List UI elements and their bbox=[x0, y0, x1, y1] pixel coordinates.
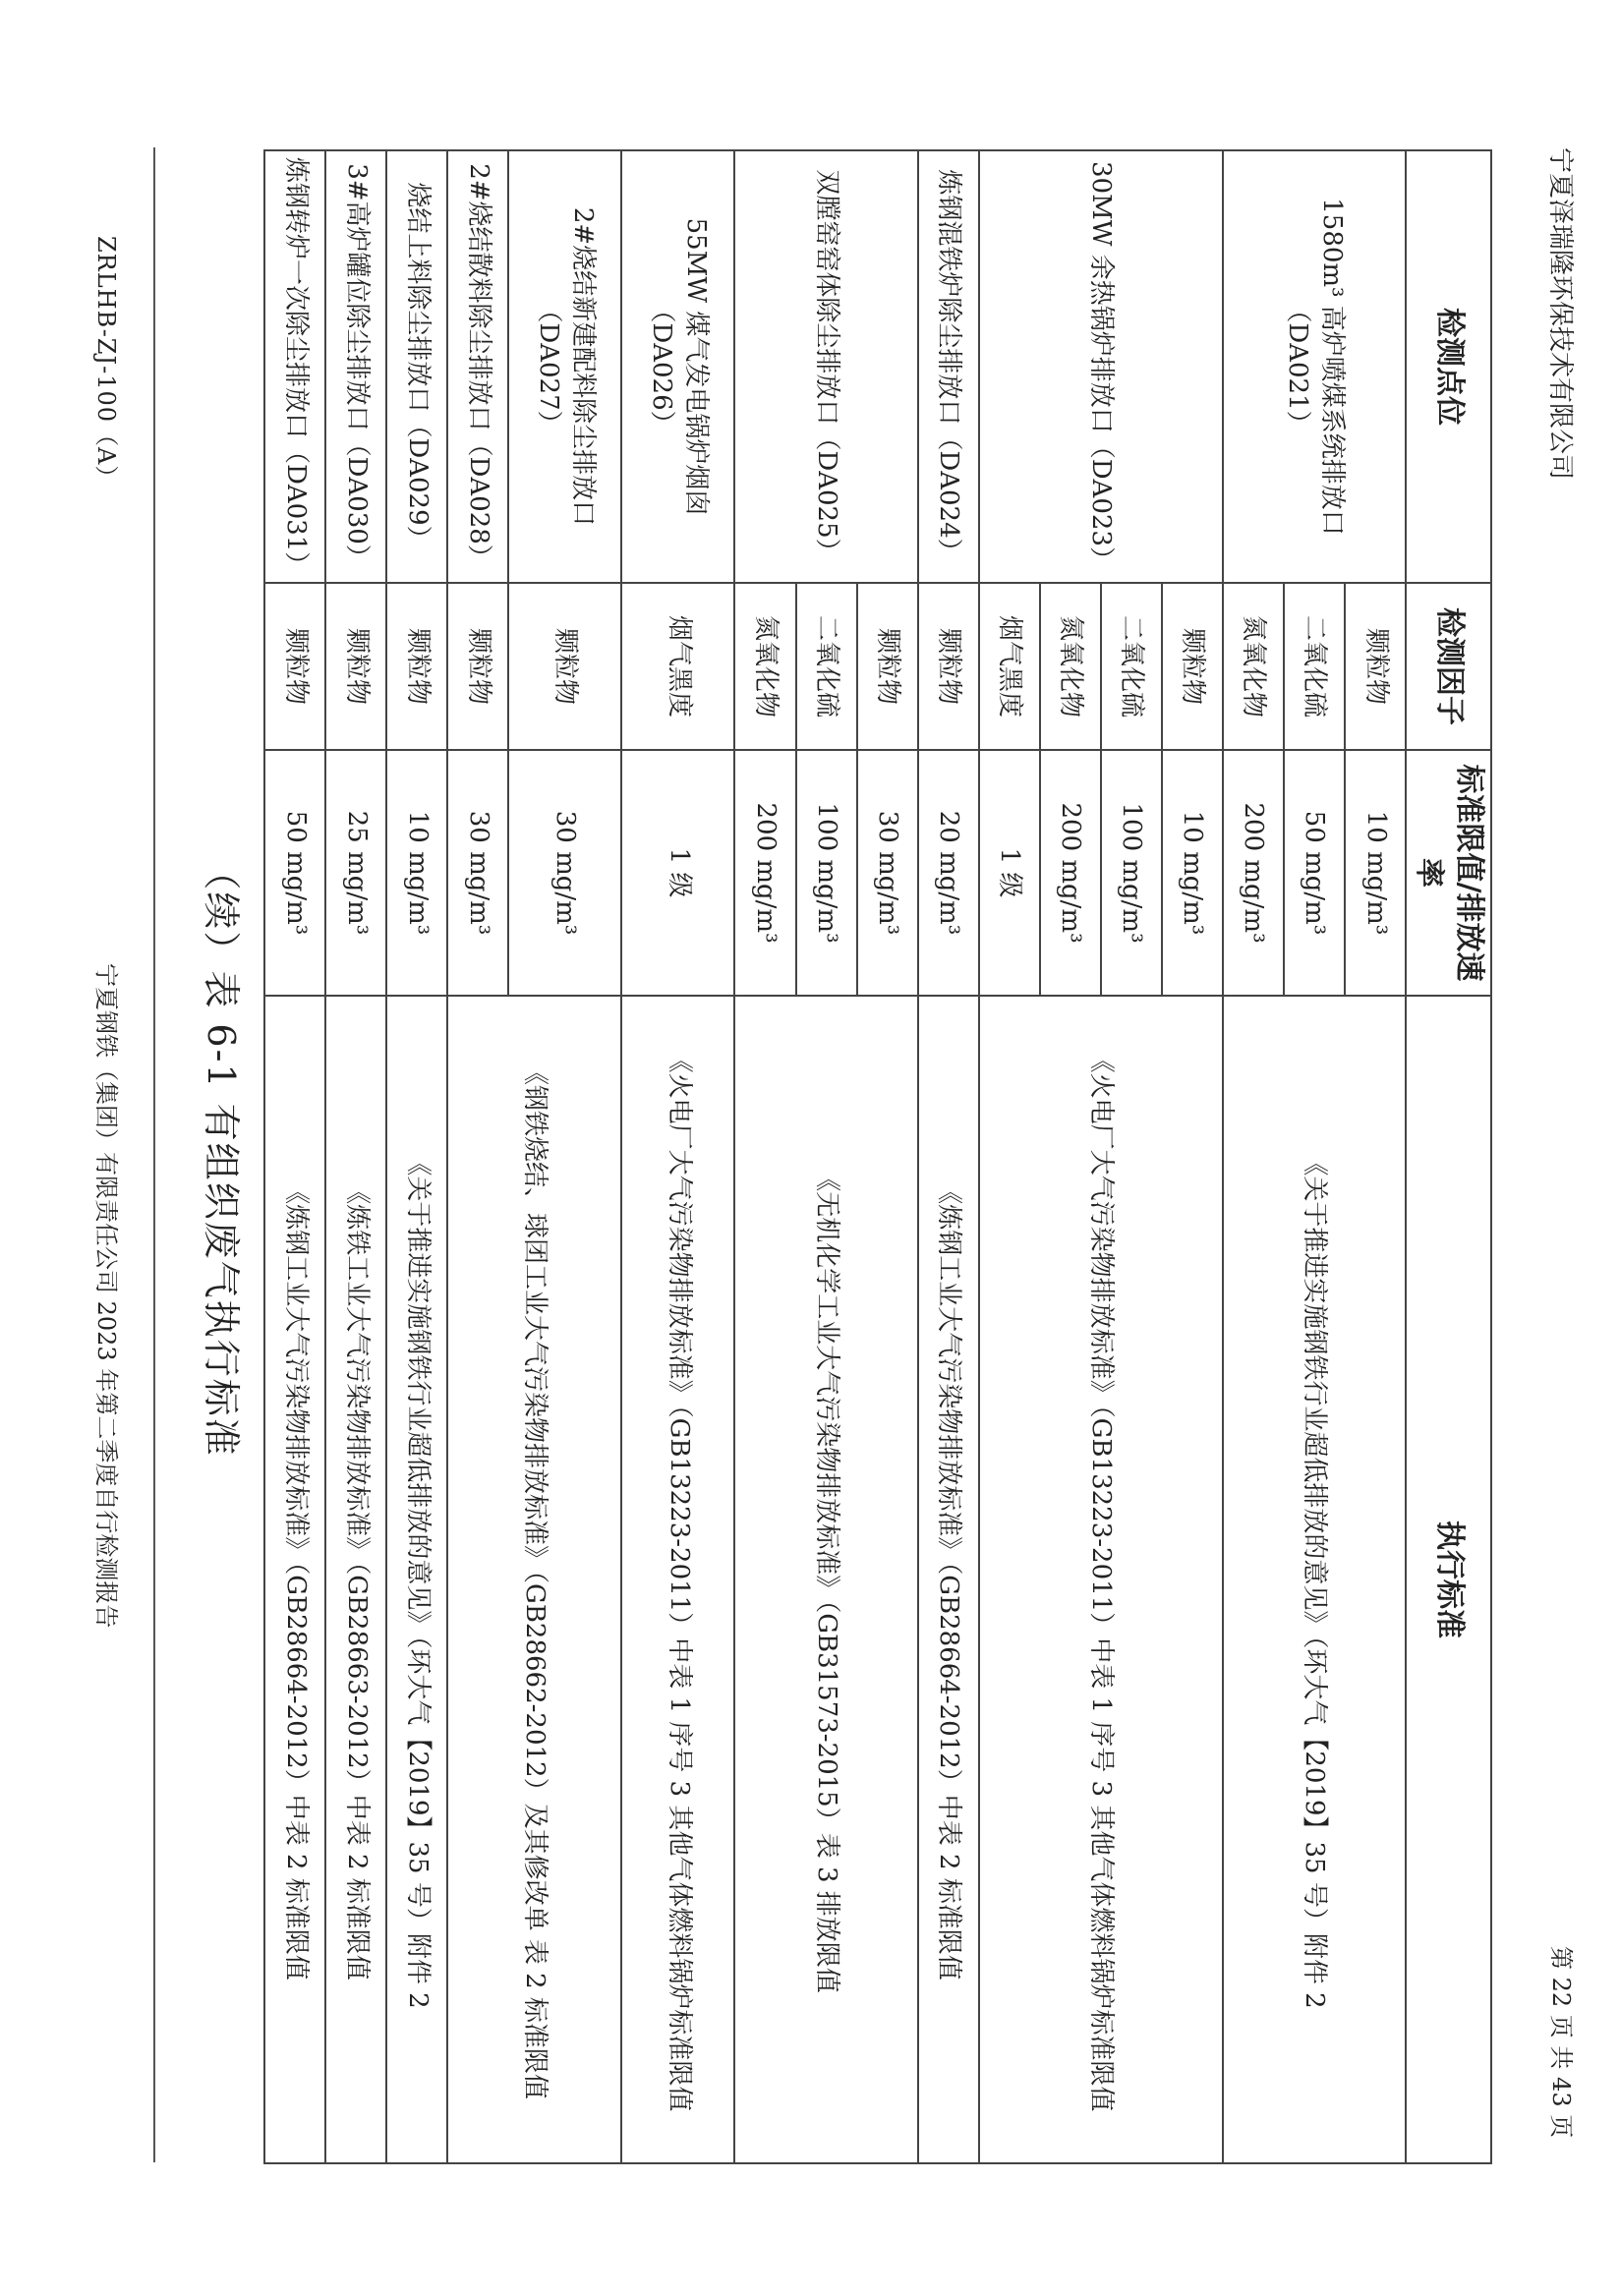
table-header-row bbox=[1406, 150, 1491, 2163]
cell-standard: 《炼钢工业大气污染物排放标准》（GB28664-2012）中表 2 标准限值 bbox=[918, 996, 979, 2163]
cell-factor: 颗粒物 bbox=[918, 583, 979, 750]
cell-limit: 200 mg/m³ bbox=[734, 750, 795, 996]
cell-standard: 《火电厂大气污染物排放标准》（GB13223-2011）中表 1 序号 3 其他气体燃料锅炉标准限值 bbox=[621, 996, 734, 2163]
cell-limit: 30 mg/m³ bbox=[508, 750, 621, 996]
standards-table-wrapper bbox=[263, 149, 1492, 2162]
table-row bbox=[621, 150, 734, 2163]
cell-factor: 颗粒物 bbox=[1162, 583, 1223, 750]
table-row bbox=[325, 150, 386, 2163]
cell-monitoring-point: 3#高炉罐位除尘排放口（DA030） bbox=[325, 150, 386, 583]
table-row bbox=[1162, 150, 1223, 2163]
cell-factor: 颗粒物 bbox=[508, 583, 621, 750]
cell-monitoring-point: 烧结上料除尘排放口（DA029） bbox=[386, 150, 447, 583]
table-row bbox=[508, 150, 621, 2163]
cell-factor: 二氧化硫 bbox=[796, 583, 857, 750]
cell-limit: 20 mg/m³ bbox=[918, 750, 979, 996]
cell-factor: 二氧化硫 bbox=[1101, 583, 1162, 750]
cell-factor: 颗粒物 bbox=[264, 583, 325, 750]
cell-monitoring-point: 1580m³ 高炉喷煤系统排放口（DA021） bbox=[1223, 150, 1406, 583]
footer-page-number: 第 22 页 共 43 页 bbox=[1547, 1946, 1575, 2139]
cell-monitoring-point: 2#烧结散料除尘排放口（DA028） bbox=[447, 150, 508, 583]
cell-monitoring-point: 炼钢转炉一次除尘排放口（DA031） bbox=[264, 150, 325, 583]
cell-factor: 氮氧化物 bbox=[1040, 583, 1101, 750]
cell-standard: 《炼钢工业大气污染物排放标准》（GB28664-2012）中表 2 标准限值 bbox=[264, 996, 325, 2163]
cell-standard: 《火电厂大气污染物排放标准》（GB13223-2011）中表 1 序号 3 其他气体燃料锅炉标准限值 bbox=[979, 996, 1223, 2163]
footer-company: 宁夏泽瑞隆环保技术有限公司 bbox=[1545, 147, 1575, 481]
column-header-limit: 标准限值/排放速率 bbox=[1406, 750, 1491, 996]
cell-limit: 1 级 bbox=[621, 750, 734, 996]
cell-monitoring-point: 2#烧结新建配料除尘排放口（DA027） bbox=[508, 150, 621, 583]
cell-standard: 《钢铁烧结、球团工业大气污染物排放标准》（GB28662-2012）及其修改单 表 2 标准限值 bbox=[447, 996, 621, 2163]
cell-standard: 《无机化学工业大气污染物排放标准》（GB31573-2015）表 3 排放限值 bbox=[734, 996, 917, 2163]
standards-table bbox=[263, 149, 1492, 2164]
table-title: （续）表 6-1 有组织废气执行标准 bbox=[200, 852, 243, 1458]
table-row bbox=[857, 150, 918, 2163]
cell-factor: 氮氧化物 bbox=[1223, 583, 1284, 750]
cell-factor: 氮氧化物 bbox=[734, 583, 795, 750]
cell-limit: 10 mg/m³ bbox=[1162, 750, 1223, 996]
cell-factor: 烟气黑度 bbox=[979, 583, 1040, 750]
header-rule bbox=[153, 147, 155, 2162]
table-row bbox=[264, 150, 325, 2163]
cell-factor: 颗粒物 bbox=[386, 583, 447, 750]
table-row bbox=[1345, 150, 1406, 2163]
cell-standard: 《关于推进实施钢铁行业超低排放的意见》（环大气【2019】35 号）附件 2 bbox=[386, 996, 447, 2163]
table-row bbox=[918, 150, 979, 2163]
cell-limit: 200 mg/m³ bbox=[1040, 750, 1101, 996]
cell-limit: 50 mg/m³ bbox=[264, 750, 325, 996]
cell-factor: 颗粒物 bbox=[325, 583, 386, 750]
cell-standard: 《关于推进实施钢铁行业超低排放的意见》（环大气【2019】35 号）附件 2 bbox=[1223, 996, 1406, 2163]
report-header-title: 宁夏钢铁（集团）有限责任公司 2023 年第二季度自行检测报告 bbox=[92, 963, 120, 1629]
cell-limit: 10 mg/m³ bbox=[386, 750, 447, 996]
cell-factor: 二氧化硫 bbox=[1284, 583, 1345, 750]
cell-limit: 30 mg/m³ bbox=[447, 750, 508, 996]
cell-monitoring-point: 炼钢混铁炉除尘排放口（DA024） bbox=[918, 150, 979, 583]
column-header-point: 检测点位 bbox=[1406, 150, 1491, 583]
cell-monitoring-point: 55MW 煤气发电锅炉烟囱（DA026） bbox=[621, 150, 734, 583]
cell-factor: 颗粒物 bbox=[447, 583, 508, 750]
cell-limit: 50 mg/m³ bbox=[1284, 750, 1345, 996]
table-row bbox=[386, 150, 447, 2163]
cell-monitoring-point: 双膛窑窑体除尘排放口（DA025） bbox=[734, 150, 917, 583]
cell-monitoring-point: 30MW 余热锅炉排放口（DA023） bbox=[979, 150, 1223, 583]
cell-limit: 100 mg/m³ bbox=[1101, 750, 1162, 996]
cell-factor: 烟气黑度 bbox=[621, 583, 734, 750]
cell-factor: 颗粒物 bbox=[857, 583, 918, 750]
cell-limit: 10 mg/m³ bbox=[1345, 750, 1406, 996]
column-header-standard: 执行标准 bbox=[1406, 996, 1491, 2163]
cell-standard: 《炼铁工业大气污染物排放标准》（GB28663-2012）中表 2 标准限值 bbox=[325, 996, 386, 2163]
cell-limit: 30 mg/m³ bbox=[857, 750, 918, 996]
column-header-factor: 检测因子 bbox=[1406, 583, 1491, 750]
cell-limit: 25 mg/m³ bbox=[325, 750, 386, 996]
document-code: ZRLHB-ZJ-100（A） bbox=[92, 236, 120, 490]
cell-limit: 1 级 bbox=[979, 750, 1040, 996]
cell-limit: 200 mg/m³ bbox=[1223, 750, 1284, 996]
cell-factor: 颗粒物 bbox=[1345, 583, 1406, 750]
cell-limit: 100 mg/m³ bbox=[796, 750, 857, 996]
